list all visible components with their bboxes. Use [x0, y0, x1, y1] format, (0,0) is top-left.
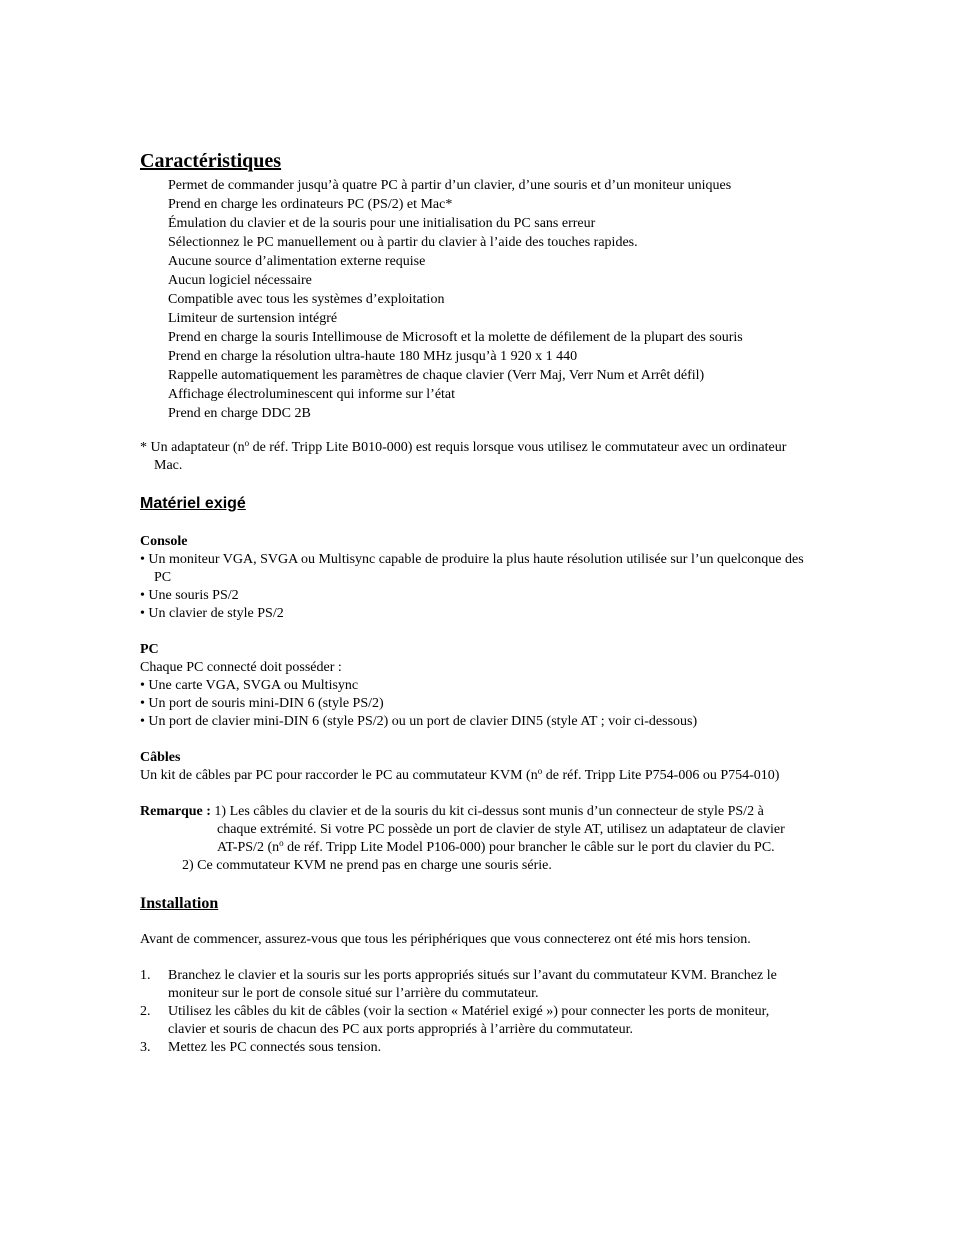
console-heading: Console — [140, 534, 188, 549]
list-item: • Un port de souris mini-DIN 6 (style PS/2) — [140, 696, 384, 711]
list-item: • Une carte VGA, SVGA ou Multisync — [140, 678, 359, 693]
list-item: 3. Mettez les PC connectés sous tension. — [140, 1040, 382, 1055]
list-item: Prend en charge la résolution ultra-haute 180 MHz jusqu’à 1 920 x 1 440 — [168, 349, 578, 364]
requirements-heading: Matériel exigé — [140, 495, 246, 512]
list-item: • Un moniteur VGA, SVGA ou Multisync capable de produire la plus haute résolution utilisée sur l’un quelconque des PC — [140, 552, 804, 585]
list-item: 2. Utilisez les câbles du kit de câbles (voir la section « Matériel exigé ») pour connecter les ports de moniteur, clavier et souris de chacun des PC aux ports appropriés à l’arrière du commutateur. — [140, 1004, 770, 1037]
pc-heading: PC — [140, 642, 159, 657]
list-item: Rappelle automatiquement les paramètres de chaque clavier (Verr Maj, Verr Num et Arrêt défil) — [168, 368, 705, 383]
installation-intro: Avant de commencer, assurez-vous que tous les périphériques que vous connecterez ont été mis hors tension. — [140, 932, 751, 947]
list-item: Compatible avec tous les systèmes d’exploitation — [168, 292, 445, 307]
features-heading: Caractéristiques — [140, 150, 282, 172]
list-item: Affichage électroluminescent qui informe sur l’état — [168, 387, 456, 402]
list-item: Sélectionnez le PC manuellement ou à partir du clavier à l’aide des touches rapides. — [168, 235, 638, 250]
list-item: Aucun logiciel nécessaire — [168, 273, 312, 288]
list-item: 1. Branchez le clavier et la souris sur les ports appropriés situés sur l’avant du commutateur KVM. Branchez le moniteur sur le port de console situé sur l’arrière du commutateur. — [140, 968, 777, 1001]
list-item: Prend en charge les ordinateurs PC (PS/2) et Mac* — [168, 197, 453, 212]
mac-footnote: * Un adaptateur ($n^o$ de réf. Tripp Lite B010-000) est requis lorsque vous utilisez le commutateur avec un ordinateur Mac. — [140, 438, 787, 473]
list-item: Aucune source d’alimentation externe requise — [168, 254, 426, 269]
cables-text: Un kit de câbles par PC pour raccorder le PC au commutateur KVM ($n^o$ de réf. Tripp Lite P754-006 ou P754-010) — [140, 766, 780, 783]
document-page — [140, 148, 830, 1057]
remark-label: Remarque : — [140, 804, 211, 819]
list-item: Limiteur de surtension intégré — [168, 311, 338, 326]
list-item: • Un port de clavier mini-DIN 6 (style PS/2) ou un port de clavier DIN5 (style AT ; voir ci-dessous) — [140, 714, 698, 729]
list-item: Émulation du clavier et de la souris pour une initialisation du PC sans erreur — [168, 216, 596, 231]
installation-heading: Installation — [140, 895, 219, 912]
list-item: Permet de commander jusqu’à quatre PC à partir d’un clavier, d’une souris et d’un moniteur uniques — [168, 178, 732, 193]
list-item: • Une souris PS/2 — [140, 588, 239, 603]
pc-intro: Chaque PC connecté doit posséder : — [140, 660, 342, 675]
list-item: Prend en charge la souris Intellimouse de Microsoft et la molette de défilement de la plupart des souris — [168, 330, 743, 345]
remark-note: Remarque : 1) Les câbles du clavier et de la souris du kit ci-dessus sont munis d’un connecteur de style PS/2 à chaque extrémité. Si votre PC possède un port de clavier de style AT, utilisez un adaptateur de clavier AT-PS/2 ($n^o$ de réf. Tripp Lite Model P106-000) pour brancher le câble sur le port du clavier du PC. — [140, 804, 785, 855]
list-item: Prend en charge DDC 2B — [168, 406, 311, 421]
list-item: • Un clavier de style PS/2 — [140, 606, 284, 621]
installation-steps — [140, 967, 800, 1057]
remark-note-2: 2) Ce commutateur KVM ne prend pas en charge une souris série. — [182, 858, 552, 873]
features-list — [168, 176, 830, 423]
cables-heading: Câbles — [140, 750, 181, 765]
